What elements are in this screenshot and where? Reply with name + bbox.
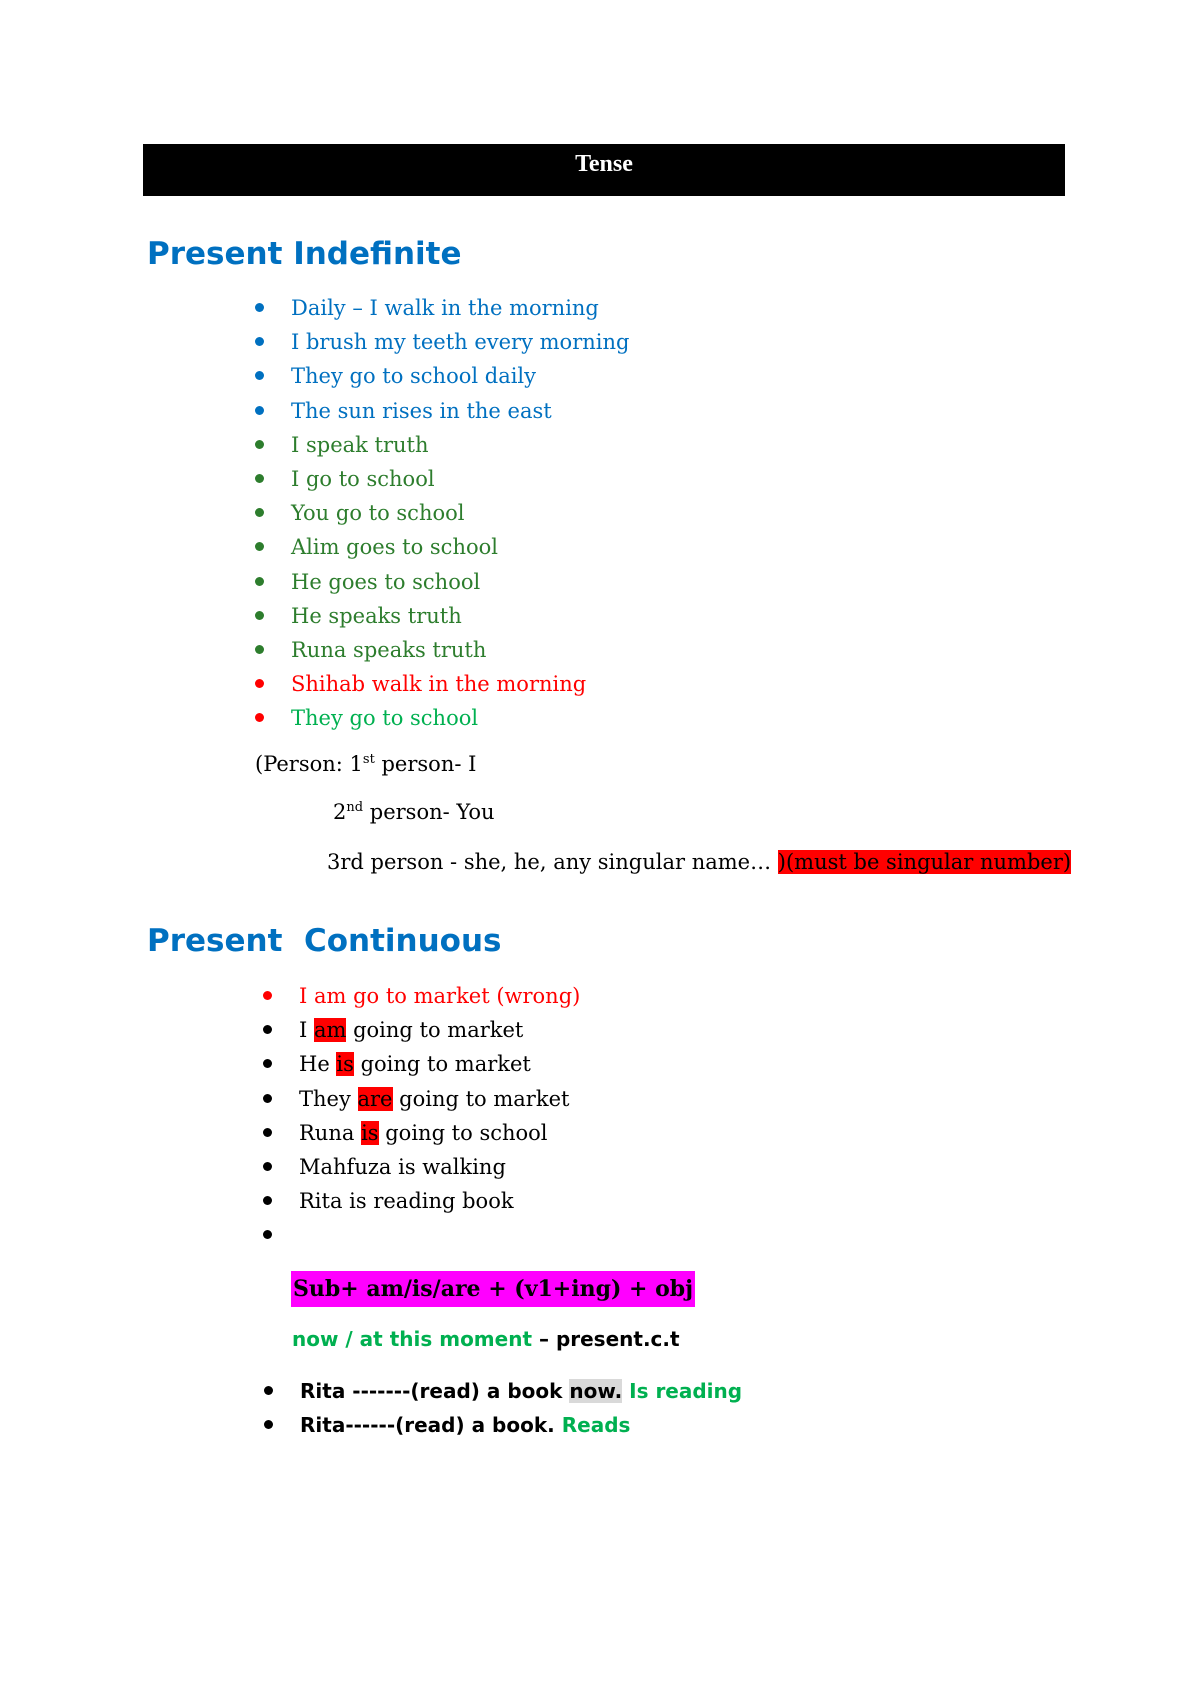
- bullet-icon: [255, 577, 264, 586]
- list-item: Alim goes to school: [291, 530, 629, 564]
- singular-note: )(must be singular number): [777, 850, 1072, 874]
- list-item: The sun rises in the east: [291, 394, 629, 428]
- formula: Sub+ am/is/are + (v1+ing) + obj: [291, 1271, 695, 1307]
- list-item: Rita------(read) a book. Reads: [300, 1408, 742, 1442]
- bullet-icon: [255, 303, 264, 312]
- list-item: Mahfuza is walking: [299, 1150, 580, 1184]
- list-item: They go to school: [291, 701, 629, 735]
- person-second: 2nd person- You: [333, 800, 495, 824]
- person-third: 3rd person - she, he, any singular name… )(must be singular number): [327, 850, 1072, 874]
- auxiliary-verb: is: [361, 1120, 379, 1145]
- bullet-icon: [255, 371, 264, 380]
- list-item: I go to school: [291, 462, 629, 496]
- bullet-icon: [263, 1094, 272, 1103]
- answer: Is reading: [622, 1379, 743, 1403]
- bullet-icon: [263, 991, 272, 1000]
- list-item: They go to school daily: [291, 359, 629, 393]
- bullet-icon: [263, 1025, 272, 1034]
- list-item: They are going to market: [299, 1082, 580, 1116]
- bullet-icon: [255, 679, 264, 688]
- auxiliary-verb: are: [357, 1086, 393, 1111]
- bullet-icon: [263, 1128, 272, 1137]
- bullet-icon: [255, 337, 264, 346]
- list-item: Rita is reading book: [299, 1184, 580, 1218]
- list-item: He speaks truth: [291, 599, 629, 633]
- list-item: Runa speaks truth: [291, 633, 629, 667]
- page-title: Tense: [575, 151, 633, 177]
- bullet-icon: [255, 474, 264, 483]
- bullet-icon: [255, 713, 264, 722]
- time-marker-note: now / at this moment – present.c.t: [292, 1327, 680, 1351]
- heading-present-continuous: Present Continuous: [147, 923, 502, 959]
- bullet-icon: [255, 542, 264, 551]
- bullet-icon: [255, 508, 264, 517]
- time-marker-highlight: now.: [569, 1379, 623, 1403]
- list-item: He goes to school: [291, 565, 629, 599]
- list-item: Shihab walk in the morning: [291, 667, 629, 701]
- heading-present-indefinite: Present Indefinite: [147, 236, 462, 272]
- bullet-icon: [255, 645, 264, 654]
- bullet-icon: [263, 1196, 272, 1205]
- list-item: He is going to market: [299, 1047, 580, 1081]
- list-item: I speak truth: [291, 428, 629, 462]
- bullet-icon: [255, 440, 264, 449]
- list-item: I am go to market (wrong): [299, 979, 580, 1013]
- bullet-icon: [263, 1162, 272, 1171]
- list-item: Runa is going to school: [299, 1116, 580, 1150]
- bullet-icon: [255, 406, 264, 415]
- title-bar: [143, 144, 1065, 196]
- exercise-list: [300, 1374, 742, 1442]
- bullet-icon: [255, 611, 264, 620]
- list-item: I brush my teeth every morning: [291, 325, 629, 359]
- list-item: You go to school: [291, 496, 629, 530]
- bullet-icon: [263, 1230, 272, 1239]
- auxiliary-verb: is: [336, 1052, 354, 1077]
- bullet-icon: [263, 1059, 272, 1068]
- answer: Reads: [554, 1413, 631, 1438]
- list-item: I am going to market: [299, 1013, 580, 1047]
- list-item: Daily – I walk in the morning: [291, 291, 629, 325]
- present-indefinite-list: [291, 291, 629, 735]
- list-item-empty: [299, 1218, 580, 1252]
- person-first: (Person: 1st person- I: [255, 752, 477, 776]
- list-item: Rita -------(read) a book now. Is reading: [300, 1374, 742, 1408]
- bullet-icon: [264, 1420, 273, 1429]
- bullet-icon: [264, 1386, 273, 1395]
- auxiliary-verb: am: [313, 1018, 347, 1043]
- present-continuous-list: [299, 979, 580, 1253]
